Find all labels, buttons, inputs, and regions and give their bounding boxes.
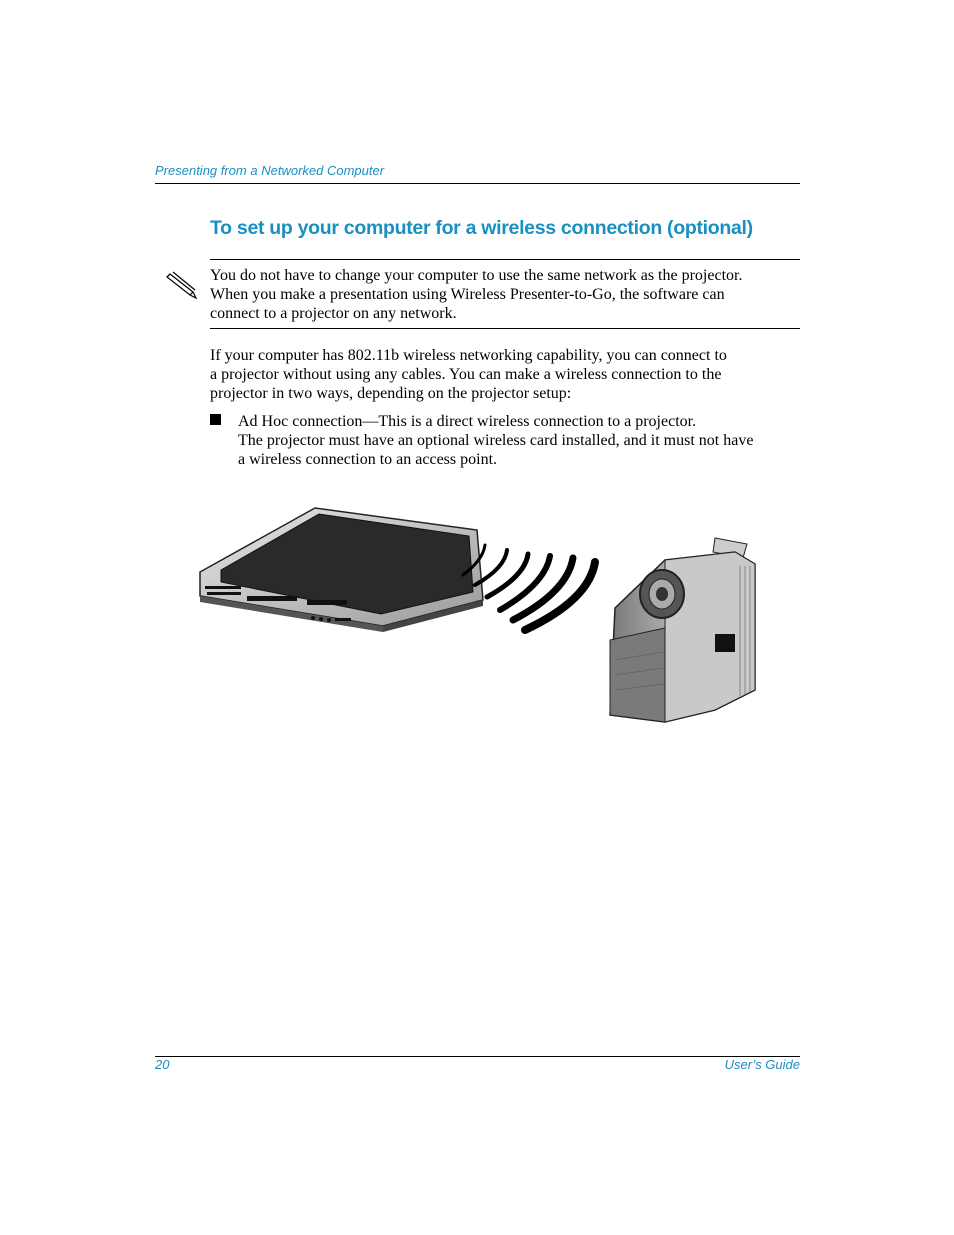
- bullet-line: a wireless connection to an access point.: [238, 451, 498, 468]
- bullet-line: Ad Hoc connection—This is a direct wireless connection to a projector.: [238, 413, 697, 430]
- pencil-icon: [166, 270, 200, 300]
- wireless-signal-icon: [463, 545, 595, 630]
- note-rule-top: [210, 259, 800, 260]
- bullet-line: The projector must have an optional wireless card installed, and it must not have: [238, 432, 754, 449]
- body-line: projector in two ways, depending on the projector setup:: [210, 385, 572, 402]
- note-rule-bottom: [210, 328, 800, 329]
- footer-rule: [155, 1056, 800, 1057]
- section-title: To set up your computer for a wireless connection (optional): [210, 217, 753, 239]
- bullet-marker: [210, 414, 221, 425]
- running-head: Presenting from a Networked Computer: [155, 163, 385, 178]
- body-paragraph: [210, 346, 780, 403]
- body-line: a projector without using any cables. You can make a wireless connection to the: [210, 366, 722, 383]
- wireless-illustration: [195, 500, 765, 730]
- page-number: 20: [155, 1057, 170, 1072]
- laptop-icon: [200, 508, 483, 632]
- note-line: When you make a presentation using Wireless Presenter-to-Go, the software can: [210, 286, 725, 303]
- header-rule: [155, 183, 800, 184]
- bullet-item: [238, 412, 800, 469]
- body-line: If your computer has 802.11b wireless networking capability, you can connect to: [210, 347, 727, 364]
- note-line: You do not have to change your computer to use the same network as the projector.: [210, 267, 743, 284]
- note-text: [210, 266, 800, 323]
- note-line: connect to a projector on any network.: [210, 305, 457, 322]
- footer-title: User’s Guide: [724, 1057, 800, 1072]
- projector-icon: [610, 538, 755, 722]
